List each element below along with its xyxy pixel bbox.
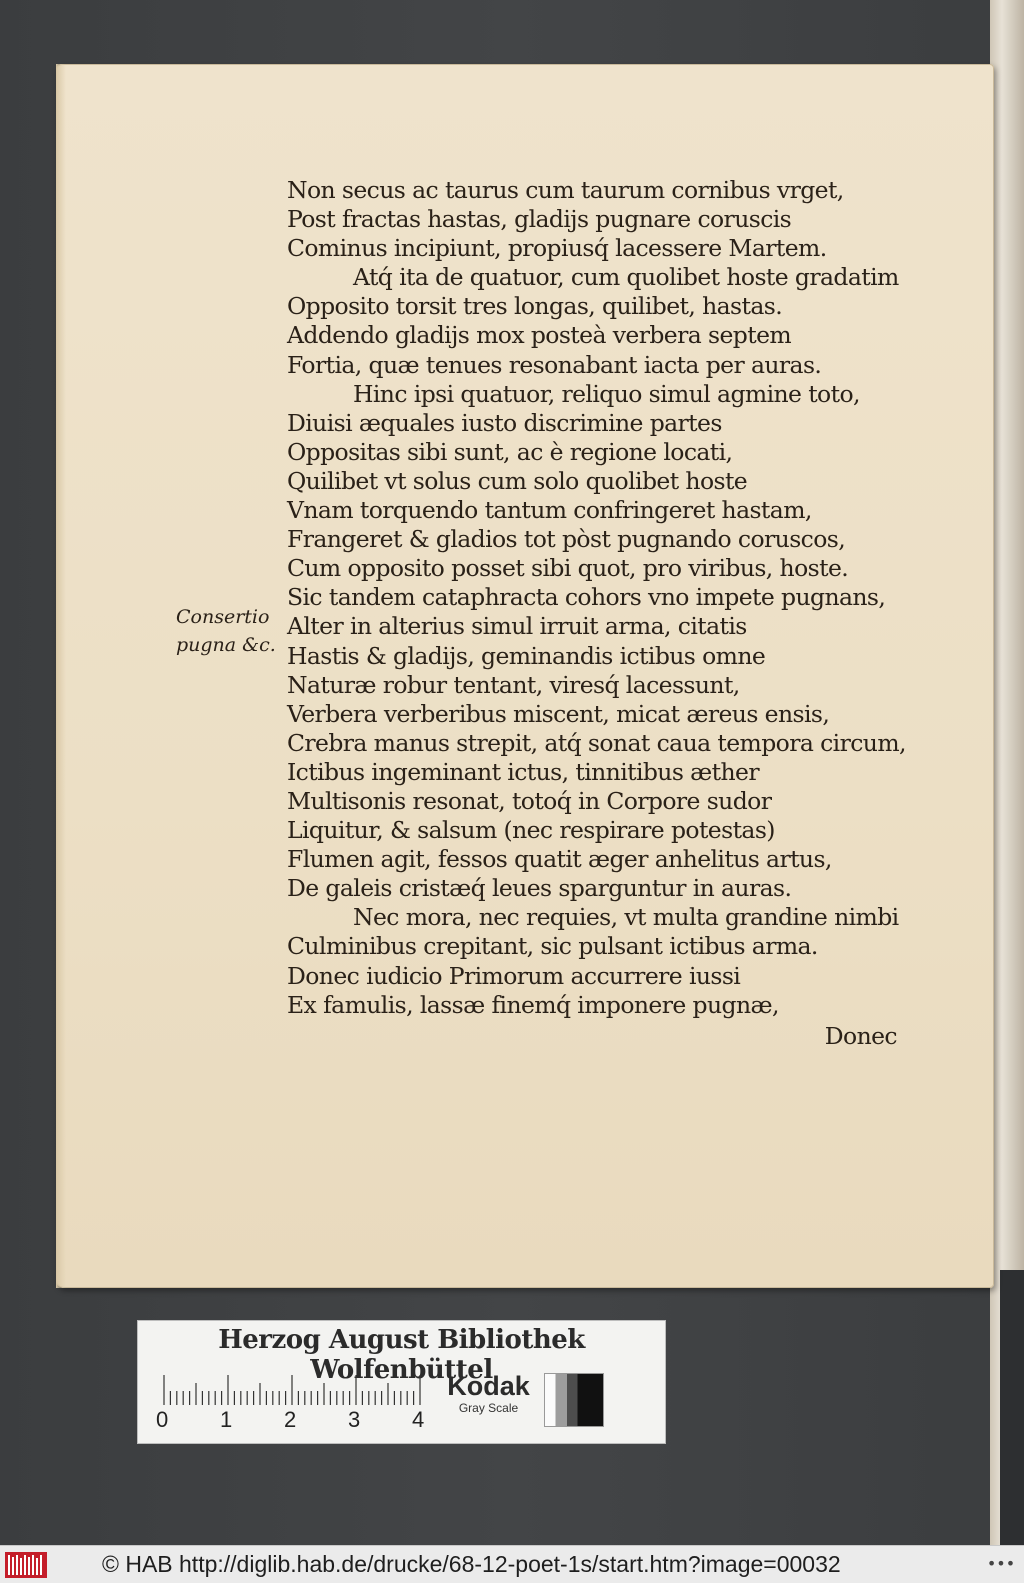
verse-text bbox=[287, 176, 907, 1051]
verse-line: Flumen agit, fessos quatit æger anhelitus artus, bbox=[287, 845, 832, 874]
verse-line: Quilibet vt solus cum solo quolibet hoste bbox=[287, 466, 748, 495]
adjacent-page-shadow bbox=[1000, 1270, 1024, 1545]
kodak-brand: Kodak bbox=[447, 1371, 530, 1401]
ruler-number: 0 bbox=[156, 1407, 169, 1432]
verse-line: Non secus ac taurus cum taurum cornibus vrget, bbox=[287, 176, 844, 204]
verse-line: Atq́ ita de quatuor, cum quolibet hoste gradatim bbox=[353, 263, 899, 292]
catchword: Donec bbox=[824, 1021, 897, 1050]
verse-line: Donec iudicio Primorum accurrere iussi bbox=[287, 961, 741, 990]
hab-logo-icon bbox=[5, 1552, 47, 1578]
margin-note-line: Consertio bbox=[176, 606, 270, 628]
footer-bar bbox=[0, 1545, 1024, 1583]
ruler-ticks bbox=[162, 1373, 422, 1405]
verse-line: Opposito torsit tres longas, quilibet, hastas. bbox=[287, 292, 783, 321]
verse-line: Ictibus ingeminant ictus, tinnitibus æther bbox=[287, 757, 759, 786]
verse-line: Post fractas hastas, gladijs pugnare coruscis bbox=[287, 205, 792, 234]
verse-line: Cum opposito posset sibi quot, pro viribus, hoste. bbox=[287, 554, 849, 583]
verse-line: Oppositas sibi sunt, ac è regione locati, bbox=[287, 437, 733, 466]
verse-line: Fortia, quæ tenues resonabant iacta per auras. bbox=[287, 350, 822, 379]
library-name: Herzog August Bibliothek Wolfenbüttel bbox=[218, 1325, 585, 1385]
verse-line: Naturæ robur tentant, viresq́ lacessunt, bbox=[287, 670, 740, 699]
ruler-number: 3 bbox=[348, 1407, 361, 1432]
footer-url-text: © HAB http://diglib.hab.de/drucke/68-12-poet-1s/start.htm?image=00032 bbox=[102, 1551, 841, 1577]
verse-line: Culminibus crepitant, sic pulsant ictibus arma. bbox=[287, 932, 818, 961]
verse-line: Ex famulis, lassæ finemq́ imponere pugnæ, bbox=[287, 990, 779, 1019]
margin-note bbox=[176, 603, 276, 659]
margin-note-line: pugna &c. bbox=[176, 634, 276, 656]
more-options-icon[interactable]: ••• bbox=[986, 1554, 1016, 1573]
verse-line: Vnam torquendo tantum confringeret hastam, bbox=[287, 496, 812, 525]
verse-line: Crebra manus strepit, atq́ sonat caua tempora circum, bbox=[287, 728, 906, 757]
calibration-card bbox=[137, 1320, 666, 1444]
verse-line: Multisonis resonat, totoq́ in Corpore sudor bbox=[287, 786, 772, 815]
verse-line: Hinc ipsi quatuor, reliquo simul agmine toto, bbox=[353, 379, 860, 408]
kodak-subtitle: Gray Scale bbox=[458, 1401, 519, 1415]
kodak-label bbox=[441, 1371, 536, 1415]
ruler-number: 1 bbox=[220, 1407, 233, 1432]
verse-line: Frangeret & gladios tot pòst pugnando coruscos, bbox=[287, 525, 846, 554]
verse-line: Liquitur, & salsum (nec respirare potestas) bbox=[287, 816, 775, 845]
verse-line: Diuisi æquales iusto discrimine partes bbox=[287, 408, 722, 437]
page-edge-shade bbox=[56, 64, 66, 1288]
verse-line: Addendo gladijs mox posteà verbera septem bbox=[287, 321, 792, 350]
verse-line: Alter in alterius simul irruit arma, citatis bbox=[287, 612, 747, 641]
verse-line: Hastis & gladijs, geminandis ictibus omne bbox=[287, 641, 766, 670]
gray-scale-patch bbox=[544, 1373, 604, 1427]
verse-line: Nec mora, nec requies, vt multa grandine nimbi bbox=[353, 903, 899, 932]
verse-line: Cominus incipiunt, propiusq́ lacessere Martem. bbox=[287, 234, 827, 263]
verse-line: Sic tandem cataphracta cohors vno impete pugnans, bbox=[287, 583, 886, 612]
ruler-number: 2 bbox=[284, 1407, 297, 1432]
ruler-number: 4 bbox=[412, 1407, 425, 1432]
verse-line: Verbera verberibus miscent, micat æreus ensis, bbox=[287, 699, 830, 728]
verse-line: De galeis cristæq́ leues sparguntur in auras. bbox=[287, 874, 792, 903]
